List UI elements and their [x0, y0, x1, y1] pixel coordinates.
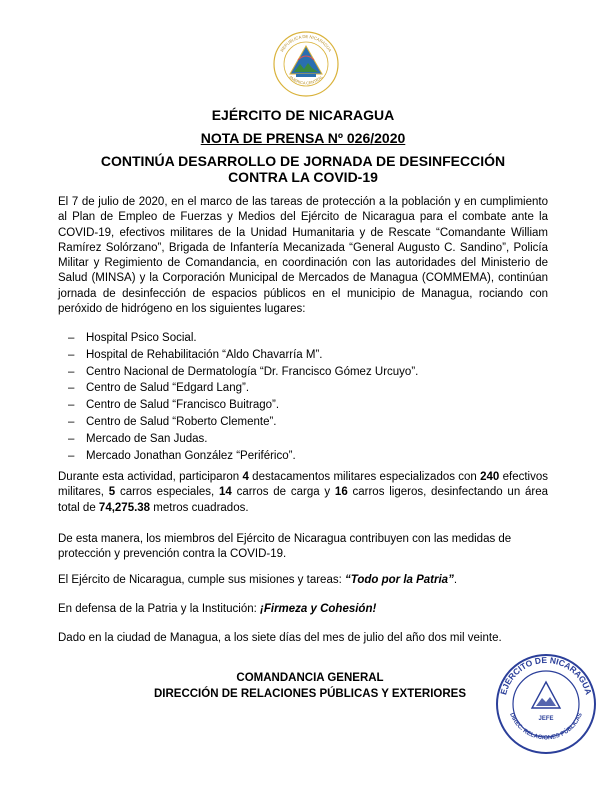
defense-paragraph [58, 602, 548, 617]
nicaragua-coat-of-arms-seal [270, 30, 342, 98]
closing-paragraph: Dado en la ciudad de Managua, a los siete días del mes de julio del año dos mil veinte. [58, 632, 502, 644]
list-item: – Mercado de San Judas. [68, 431, 418, 448]
activity-text: carros ligeros, desinfectando un área total de [58, 486, 549, 514]
disinfection-places-list [68, 330, 418, 464]
press-release-title [58, 153, 548, 185]
intro-paragraph: El 7 de julio de 2020, en el marco de las tareas de protección a la población y en cumplimiento al Plan de Empleo de Fuerzas y Medios del Ejército de Nicaragua para el combate ante la COVID-19, efectivos militares de la Unidad Humanitaria y de Rescate “Comandante William Ramírez Solórzano”, Brigada de Infantería Mecanizada “General Augusto C. Sandino”, Policía Militar y Regimiento de Comandancia, en coordinación con las autoridades del Ministerio de Salud (MINSA) y la Corporación Municipal de Mercados de Managua (COMMEMA), continúan jornada de desinfección de espacios públicos en el municipio de Managua, rociando con peróxido de hidrógeno en los siguientes lugares: [58, 196, 548, 316]
activity-paragraph [58, 470, 548, 516]
activity-text: carros de carga y [231, 486, 335, 499]
mission-paragraph [58, 573, 548, 588]
official-stamp [494, 652, 598, 756]
personnel-count: 240 [480, 471, 500, 483]
contribution-paragraph: De esta manera, los miembros del Ejército de Nicaragua contribuyen con las medidas de protección y prevención contra la COVID-19. [58, 533, 512, 561]
defense-text: En defensa de la Patria y la Institución: [58, 603, 261, 615]
activity-text: destacamentos militares especializados con [248, 471, 481, 483]
special-vehicles-count: 5 [108, 486, 116, 499]
mission-motto: “Todo por la Patria” [344, 574, 454, 586]
seal-bottom-text: AMERICA CENTRAL [288, 74, 324, 86]
stamp-center-text: JEFE [538, 716, 554, 722]
list-item: – Centro de Salud “Edgard Lang”. [68, 380, 418, 397]
signature-line-1: COMANDANCIA GENERAL [236, 672, 384, 684]
press-note-number: NOTA DE PRENSA Nº 026/2020 [200, 130, 406, 146]
activity-text: Durante esta actividad, participaron [58, 471, 243, 483]
list-item: – Centro de Salud “Roberto Clemente”. [68, 414, 418, 431]
detachments-count: 4 [242, 471, 249, 483]
activity-text: carros especiales, [115, 486, 219, 499]
svg-text:EJÉRCITO DE NICARAGUA [498, 655, 594, 696]
seal-top-text: REPUBLICA DE NICARAGUA [279, 33, 333, 53]
stamp-top-text: EJÉRCITO DE NICARAGUA [498, 654, 594, 696]
cargo-vehicles-count: 14 [219, 486, 232, 499]
signature-line-2: DIRECCIÓN DE RELACIONES PÚBLICAS Y EXTERIORES [153, 688, 467, 700]
defense-motto: ¡Firmeza y Cohesión! [260, 603, 377, 615]
list-item: – Hospital Psico Social. [68, 330, 418, 347]
list-item: – Mercado Jonathan González “Periférico”. [68, 448, 418, 465]
activity-text: efectivos militares, [58, 471, 548, 499]
list-item: – Hospital de Rehabilitación “Aldo Chavarría M”. [68, 347, 418, 364]
activity-text: metros cuadrados. [150, 501, 249, 514]
title-line-1: CONTINÚA DESARROLLO DE JORNADA DE DESINFECCIÓN [100, 153, 506, 169]
mission-text: El Ejército de Nicaragua, cumple sus misiones y tareas: [58, 574, 345, 586]
light-vehicles-count: 16 [334, 486, 348, 499]
title-line-2: CONTRA LA COVID-19 [228, 169, 378, 185]
list-item: – Centro Nacional de Dermatología “Dr. Francisco Gómez Urcuyo”. [68, 364, 418, 381]
disinfected-area: 74,275.38 [98, 501, 151, 514]
stamp-bottom-text: DIREC. RELACIONES PÚBLICAS [508, 712, 584, 742]
mission-end: . [453, 574, 458, 586]
organization-name: EJÉRCITO DE NICARAGUA [211, 107, 395, 123]
list-item: – Centro de Salud “Francisco Buitrago”. [68, 397, 418, 414]
